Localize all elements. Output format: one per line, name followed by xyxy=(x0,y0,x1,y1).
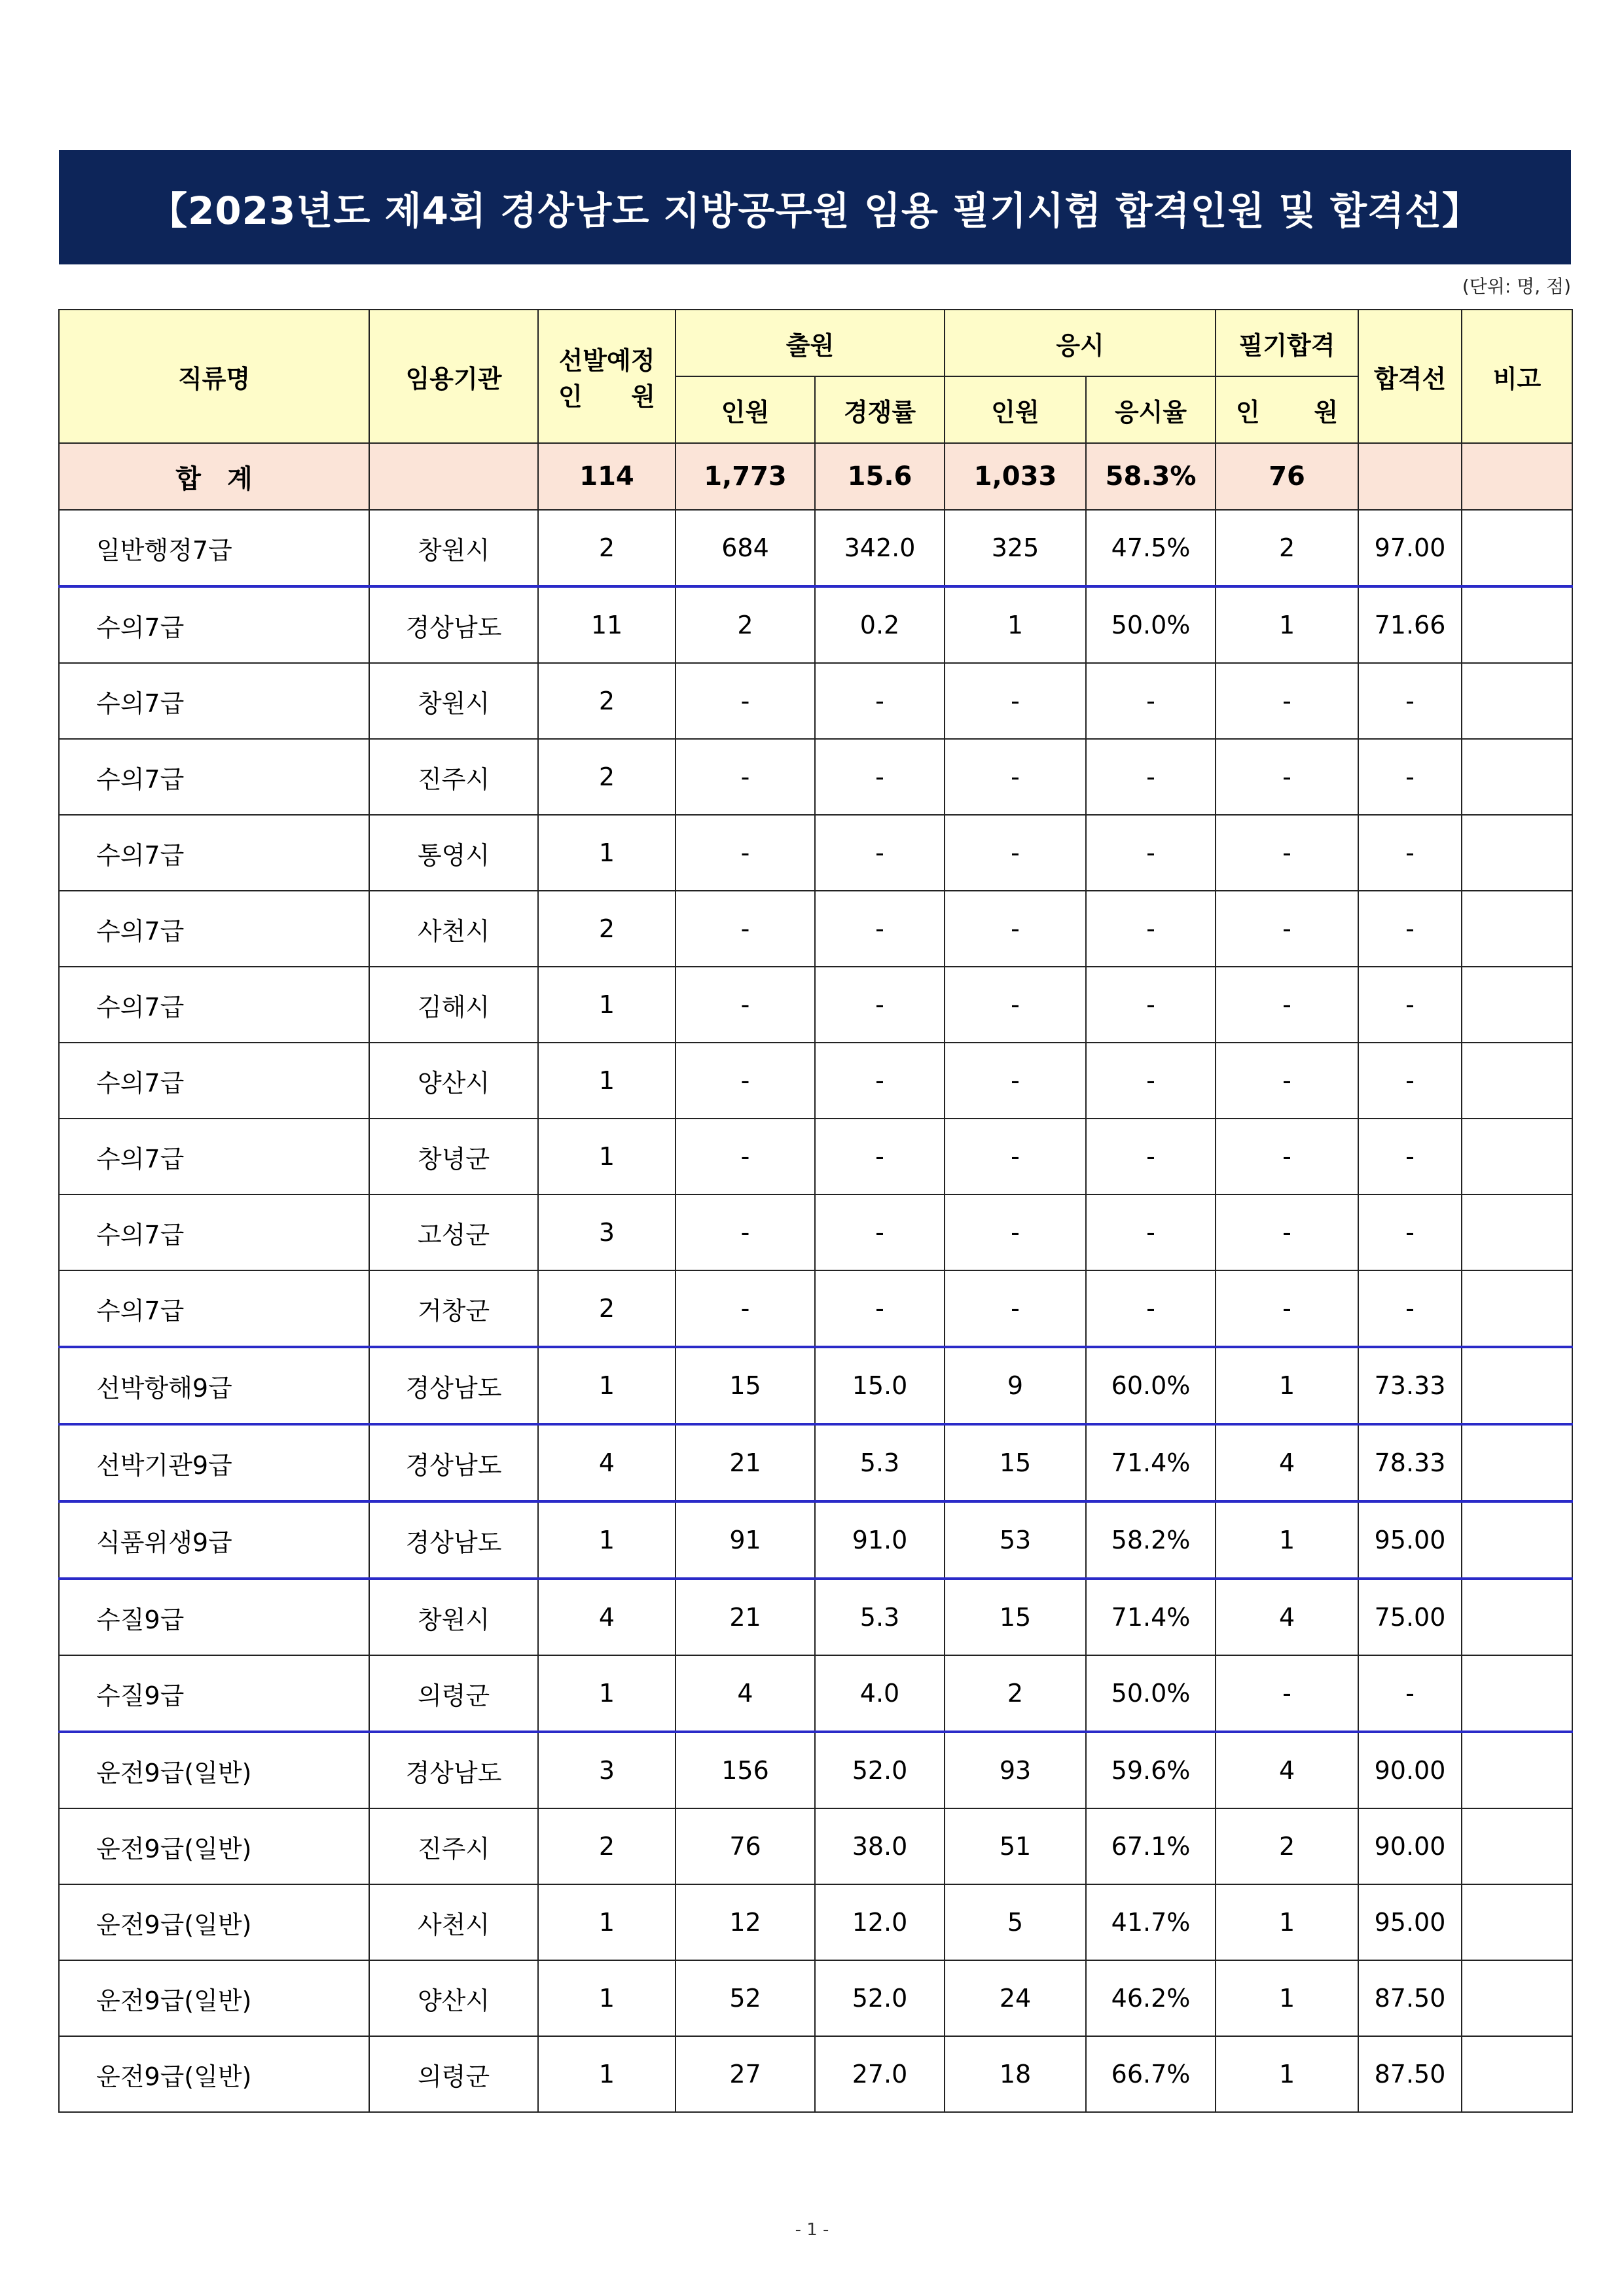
passed-cell: 1 xyxy=(1216,1347,1358,1424)
applied-cell: - xyxy=(676,891,815,967)
applied-cell: 156 xyxy=(676,1732,815,1808)
agency-cell: 창원시 xyxy=(369,1579,538,1655)
passed-cell: 1 xyxy=(1216,1884,1358,1960)
passed-cell: - xyxy=(1216,1119,1358,1194)
job-name-cell: 수의7급 xyxy=(59,891,369,967)
job-name-cell: 수질9급 xyxy=(59,1655,369,1732)
attend-rate-cell: 66.7% xyxy=(1086,2036,1216,2112)
planned-cell: 11 xyxy=(538,586,676,663)
planned-cell: 1 xyxy=(538,1347,676,1424)
applied-cell: - xyxy=(676,1270,815,1347)
remarks-cell xyxy=(1462,1655,1572,1732)
attend-rate-cell: 71.4% xyxy=(1086,1579,1216,1655)
job-name-cell: 선박기관9급 xyxy=(59,1424,369,1501)
planned-cell: 1 xyxy=(538,815,676,891)
planned-cell: 2 xyxy=(538,739,676,815)
table-row xyxy=(59,1960,1572,2036)
results-table xyxy=(58,309,1573,2113)
passed-cell: 4 xyxy=(1216,1579,1358,1655)
agency-cell: 진주시 xyxy=(369,739,538,815)
table-row xyxy=(59,1043,1572,1119)
remarks-cell xyxy=(1462,967,1572,1043)
total-remarks xyxy=(1462,443,1572,510)
remarks-cell xyxy=(1462,1347,1572,1424)
attend-rate-cell: - xyxy=(1086,1119,1216,1194)
agency-cell: 의령군 xyxy=(369,2036,538,2112)
cutoff-cell: 87.50 xyxy=(1358,2036,1462,2112)
agency-cell: 창녕군 xyxy=(369,1119,538,1194)
competition-cell: 342.0 xyxy=(815,510,945,586)
attended-cell: - xyxy=(945,663,1086,739)
attended-cell: 1 xyxy=(945,586,1086,663)
applied-cell: 21 xyxy=(676,1424,815,1501)
cutoff-cell: 87.50 xyxy=(1358,1960,1462,2036)
header-cutoff: 합격선 xyxy=(1358,310,1462,443)
remarks-cell xyxy=(1462,1194,1572,1270)
passed-cell: - xyxy=(1216,891,1358,967)
agency-cell: 창원시 xyxy=(369,663,538,739)
passed-cell: 4 xyxy=(1216,1732,1358,1808)
competition-cell: 15.0 xyxy=(815,1347,945,1424)
job-name-cell: 수의7급 xyxy=(59,663,369,739)
planned-cell: 2 xyxy=(538,510,676,586)
competition-cell: 38.0 xyxy=(815,1808,945,1884)
cutoff-cell: 95.00 xyxy=(1358,1884,1462,1960)
table-row xyxy=(59,1732,1572,1808)
attend-rate-cell: 58.2% xyxy=(1086,1501,1216,1579)
table-row xyxy=(59,586,1572,663)
page-title: 【2023년도 제4회 경상남도 지방공무원 임용 필기시험 합격인원 및 합격선】 xyxy=(59,150,1571,264)
job-name-cell: 일반행정7급 xyxy=(59,510,369,586)
total-passed: 76 xyxy=(1216,443,1358,510)
attend-rate-cell: - xyxy=(1086,663,1216,739)
job-name-cell: 운전9급(일반) xyxy=(59,2036,369,2112)
planned-cell: 3 xyxy=(538,1194,676,1270)
remarks-cell xyxy=(1462,1732,1572,1808)
remarks-cell xyxy=(1462,2036,1572,2112)
passed-cell: 1 xyxy=(1216,1960,1358,2036)
passed-cell: 2 xyxy=(1216,510,1358,586)
job-name-cell: 수의7급 xyxy=(59,1194,369,1270)
attend-rate-cell: 46.2% xyxy=(1086,1960,1216,2036)
cutoff-cell: 71.66 xyxy=(1358,586,1462,663)
agency-cell: 의령군 xyxy=(369,1655,538,1732)
agency-cell: 경상남도 xyxy=(369,1424,538,1501)
passed-cell: - xyxy=(1216,815,1358,891)
attend-rate-cell: 50.0% xyxy=(1086,586,1216,663)
job-name-cell: 수의7급 xyxy=(59,1119,369,1194)
attend-rate-cell: 59.6% xyxy=(1086,1732,1216,1808)
total-attend-rate: 58.3% xyxy=(1086,443,1216,510)
attended-cell: - xyxy=(945,1043,1086,1119)
competition-cell: - xyxy=(815,967,945,1043)
applied-cell: 12 xyxy=(676,1884,815,1960)
table-row xyxy=(59,1808,1572,1884)
agency-cell: 경상남도 xyxy=(369,586,538,663)
job-name-cell: 운전9급(일반) xyxy=(59,1732,369,1808)
remarks-cell xyxy=(1462,1270,1572,1347)
attend-rate-cell: 50.0% xyxy=(1086,1655,1216,1732)
attend-rate-cell: 41.7% xyxy=(1086,1884,1216,1960)
applied-cell: - xyxy=(676,1043,815,1119)
planned-cell: 2 xyxy=(538,663,676,739)
agency-cell: 진주시 xyxy=(369,1808,538,1884)
attended-cell: - xyxy=(945,967,1086,1043)
agency-cell: 사천시 xyxy=(369,1884,538,1960)
agency-cell: 통영시 xyxy=(369,815,538,891)
remarks-cell xyxy=(1462,1043,1572,1119)
competition-cell: 27.0 xyxy=(815,2036,945,2112)
passed-cell: - xyxy=(1216,663,1358,739)
cutoff-cell: - xyxy=(1358,739,1462,815)
header-planned-line2: 인 원 xyxy=(558,382,655,411)
table-row xyxy=(59,739,1572,815)
total-applied: 1,773 xyxy=(676,443,815,510)
applied-cell: 684 xyxy=(676,510,815,586)
attended-cell: 325 xyxy=(945,510,1086,586)
applied-cell: 15 xyxy=(676,1347,815,1424)
passed-cell: 1 xyxy=(1216,586,1358,663)
planned-cell: 1 xyxy=(538,1960,676,2036)
remarks-cell xyxy=(1462,510,1572,586)
table-row xyxy=(59,1501,1572,1579)
table-row xyxy=(59,1119,1572,1194)
job-name-cell: 식품위생9급 xyxy=(59,1501,369,1579)
applied-cell: - xyxy=(676,1194,815,1270)
remarks-cell xyxy=(1462,1960,1572,2036)
competition-cell: 0.2 xyxy=(815,586,945,663)
agency-cell: 양산시 xyxy=(369,1960,538,2036)
header-competition: 경쟁률 xyxy=(815,376,945,443)
planned-cell: 3 xyxy=(538,1732,676,1808)
agency-cell: 경상남도 xyxy=(369,1732,538,1808)
attended-cell: - xyxy=(945,815,1086,891)
job-name-cell: 수의7급 xyxy=(59,967,369,1043)
agency-cell: 거창군 xyxy=(369,1270,538,1347)
table-row xyxy=(59,1194,1572,1270)
attend-rate-cell: 47.5% xyxy=(1086,510,1216,586)
attend-rate-cell: 71.4% xyxy=(1086,1424,1216,1501)
cutoff-cell: - xyxy=(1358,1119,1462,1194)
table-row xyxy=(59,510,1572,586)
attended-cell: - xyxy=(945,1119,1086,1194)
header-agency: 임용기관 xyxy=(369,310,538,443)
job-name-cell: 수의7급 xyxy=(59,739,369,815)
attend-rate-cell: - xyxy=(1086,967,1216,1043)
cutoff-cell: - xyxy=(1358,1194,1462,1270)
job-name-cell: 운전9급(일반) xyxy=(59,1960,369,2036)
remarks-cell xyxy=(1462,1884,1572,1960)
planned-cell: 1 xyxy=(538,967,676,1043)
total-competition: 15.6 xyxy=(815,443,945,510)
passed-cell: 1 xyxy=(1216,2036,1358,2112)
applied-cell: - xyxy=(676,1119,815,1194)
attend-rate-cell: - xyxy=(1086,1194,1216,1270)
attended-cell: 24 xyxy=(945,1960,1086,2036)
total-label: 합계 xyxy=(59,443,369,510)
header-attended: 응시 xyxy=(945,310,1216,376)
competition-cell: - xyxy=(815,1119,945,1194)
remarks-cell xyxy=(1462,1808,1572,1884)
applied-cell: - xyxy=(676,739,815,815)
attended-cell: 53 xyxy=(945,1501,1086,1579)
competition-cell: - xyxy=(815,815,945,891)
agency-cell: 창원시 xyxy=(369,510,538,586)
competition-cell: - xyxy=(815,891,945,967)
competition-cell: - xyxy=(815,1194,945,1270)
cutoff-cell: 90.00 xyxy=(1358,1808,1462,1884)
agency-cell: 사천시 xyxy=(369,891,538,967)
table-row xyxy=(59,1424,1572,1501)
agency-cell: 양산시 xyxy=(369,1043,538,1119)
remarks-cell xyxy=(1462,586,1572,663)
attend-rate-cell: - xyxy=(1086,1270,1216,1347)
header-remarks: 비고 xyxy=(1462,310,1572,443)
attended-cell: - xyxy=(945,739,1086,815)
competition-cell: - xyxy=(815,739,945,815)
applied-cell: 4 xyxy=(676,1655,815,1732)
planned-cell: 1 xyxy=(538,1043,676,1119)
applied-cell: 21 xyxy=(676,1579,815,1655)
total-row xyxy=(59,443,1572,510)
job-name-cell: 수의7급 xyxy=(59,1270,369,1347)
cutoff-cell: - xyxy=(1358,1043,1462,1119)
applied-cell: - xyxy=(676,967,815,1043)
total-attended: 1,033 xyxy=(945,443,1086,510)
planned-cell: 1 xyxy=(538,1655,676,1732)
remarks-cell xyxy=(1462,815,1572,891)
planned-cell: 4 xyxy=(538,1424,676,1501)
attended-cell: 2 xyxy=(945,1655,1086,1732)
passed-cell: 1 xyxy=(1216,1501,1358,1579)
remarks-cell xyxy=(1462,1579,1572,1655)
applied-cell: 2 xyxy=(676,586,815,663)
cutoff-cell: 90.00 xyxy=(1358,1732,1462,1808)
job-name-cell: 선박항해9급 xyxy=(59,1347,369,1424)
table-row xyxy=(59,1579,1572,1655)
job-name-cell: 운전9급(일반) xyxy=(59,1808,369,1884)
applied-cell: 91 xyxy=(676,1501,815,1579)
planned-cell: 1 xyxy=(538,2036,676,2112)
cutoff-cell: 97.00 xyxy=(1358,510,1462,586)
attend-rate-cell: 67.1% xyxy=(1086,1808,1216,1884)
job-name-cell: 수질9급 xyxy=(59,1579,369,1655)
page-number: - 1 - xyxy=(795,2220,829,2240)
cutoff-cell: - xyxy=(1358,1655,1462,1732)
attend-rate-cell: - xyxy=(1086,815,1216,891)
planned-cell: 2 xyxy=(538,1270,676,1347)
attended-cell: - xyxy=(945,1194,1086,1270)
header-attend-rate: 응시율 xyxy=(1086,376,1216,443)
attended-cell: 5 xyxy=(945,1884,1086,1960)
table-row xyxy=(59,1884,1572,1960)
table-row xyxy=(59,891,1572,967)
competition-cell: 12.0 xyxy=(815,1884,945,1960)
agency-cell: 경상남도 xyxy=(369,1347,538,1424)
total-cutoff xyxy=(1358,443,1462,510)
planned-cell: 1 xyxy=(538,1119,676,1194)
attended-cell: 15 xyxy=(945,1579,1086,1655)
remarks-cell xyxy=(1462,739,1572,815)
passed-cell: - xyxy=(1216,739,1358,815)
planned-cell: 4 xyxy=(538,1579,676,1655)
remarks-cell xyxy=(1462,1501,1572,1579)
passed-cell: 2 xyxy=(1216,1808,1358,1884)
header-planned-line1: 선발예정 xyxy=(558,346,655,375)
cutoff-cell: - xyxy=(1358,1270,1462,1347)
passed-cell: - xyxy=(1216,1194,1358,1270)
passed-cell: - xyxy=(1216,1655,1358,1732)
table-row xyxy=(59,663,1572,739)
job-name-cell: 수의7급 xyxy=(59,815,369,891)
agency-cell: 김해시 xyxy=(369,967,538,1043)
passed-cell: - xyxy=(1216,1270,1358,1347)
applied-cell: 52 xyxy=(676,1960,815,2036)
cutoff-cell: 73.33 xyxy=(1358,1347,1462,1424)
passed-cell: - xyxy=(1216,1043,1358,1119)
attended-cell: - xyxy=(945,1270,1086,1347)
job-name-cell: 수의7급 xyxy=(59,586,369,663)
attend-rate-cell: - xyxy=(1086,891,1216,967)
planned-cell: 1 xyxy=(538,1884,676,1960)
header-planned xyxy=(538,310,676,443)
attend-rate-cell: 60.0% xyxy=(1086,1347,1216,1424)
applied-cell: 76 xyxy=(676,1808,815,1884)
agency-cell: 고성군 xyxy=(369,1194,538,1270)
competition-cell: 5.3 xyxy=(815,1579,945,1655)
unit-note: (단위: 명, 점) xyxy=(1462,276,1571,297)
remarks-cell xyxy=(1462,1119,1572,1194)
applied-cell: - xyxy=(676,815,815,891)
remarks-cell xyxy=(1462,663,1572,739)
header-attended-count: 인원 xyxy=(945,376,1086,443)
applied-cell: - xyxy=(676,663,815,739)
passed-cell: - xyxy=(1216,967,1358,1043)
table-row xyxy=(59,2036,1572,2112)
applied-cell: 27 xyxy=(676,2036,815,2112)
competition-cell: 91.0 xyxy=(815,1501,945,1579)
job-name-cell: 수의7급 xyxy=(59,1043,369,1119)
cutoff-cell: - xyxy=(1358,891,1462,967)
job-name-cell: 운전9급(일반) xyxy=(59,1884,369,1960)
header-passed-count: 인 원 xyxy=(1216,376,1358,443)
attended-cell: - xyxy=(945,891,1086,967)
table-row xyxy=(59,1347,1572,1424)
attended-cell: 15 xyxy=(945,1424,1086,1501)
total-planned: 114 xyxy=(538,443,676,510)
attended-cell: 51 xyxy=(945,1808,1086,1884)
cutoff-cell: 75.00 xyxy=(1358,1579,1462,1655)
attended-cell: 9 xyxy=(945,1347,1086,1424)
agency-cell: 경상남도 xyxy=(369,1501,538,1579)
competition-cell: - xyxy=(815,1270,945,1347)
competition-cell: 52.0 xyxy=(815,1960,945,2036)
cutoff-cell: - xyxy=(1358,815,1462,891)
table-row xyxy=(59,1270,1572,1347)
remarks-cell xyxy=(1462,891,1572,967)
attend-rate-cell: - xyxy=(1086,739,1216,815)
planned-cell: 2 xyxy=(538,1808,676,1884)
remarks-cell xyxy=(1462,1424,1572,1501)
table-row xyxy=(59,1655,1572,1732)
competition-cell: 4.0 xyxy=(815,1655,945,1732)
cutoff-cell: 95.00 xyxy=(1358,1501,1462,1579)
passed-cell: 4 xyxy=(1216,1424,1358,1501)
planned-cell: 1 xyxy=(538,1501,676,1579)
attend-rate-cell: - xyxy=(1086,1043,1216,1119)
competition-cell: - xyxy=(815,663,945,739)
table-row xyxy=(59,967,1572,1043)
attended-cell: 93 xyxy=(945,1732,1086,1808)
cutoff-cell: 78.33 xyxy=(1358,1424,1462,1501)
header-applied-count: 인원 xyxy=(676,376,815,443)
planned-cell: 2 xyxy=(538,891,676,967)
header-passed: 필기합격 xyxy=(1216,310,1358,376)
header-job: 직류명 xyxy=(59,310,369,443)
attended-cell: 18 xyxy=(945,2036,1086,2112)
competition-cell: - xyxy=(815,1043,945,1119)
table-row xyxy=(59,815,1572,891)
header-applied: 출원 xyxy=(676,310,945,376)
competition-cell: 52.0 xyxy=(815,1732,945,1808)
cutoff-cell: - xyxy=(1358,663,1462,739)
cutoff-cell: - xyxy=(1358,967,1462,1043)
total-agency xyxy=(369,443,538,510)
competition-cell: 5.3 xyxy=(815,1424,945,1501)
